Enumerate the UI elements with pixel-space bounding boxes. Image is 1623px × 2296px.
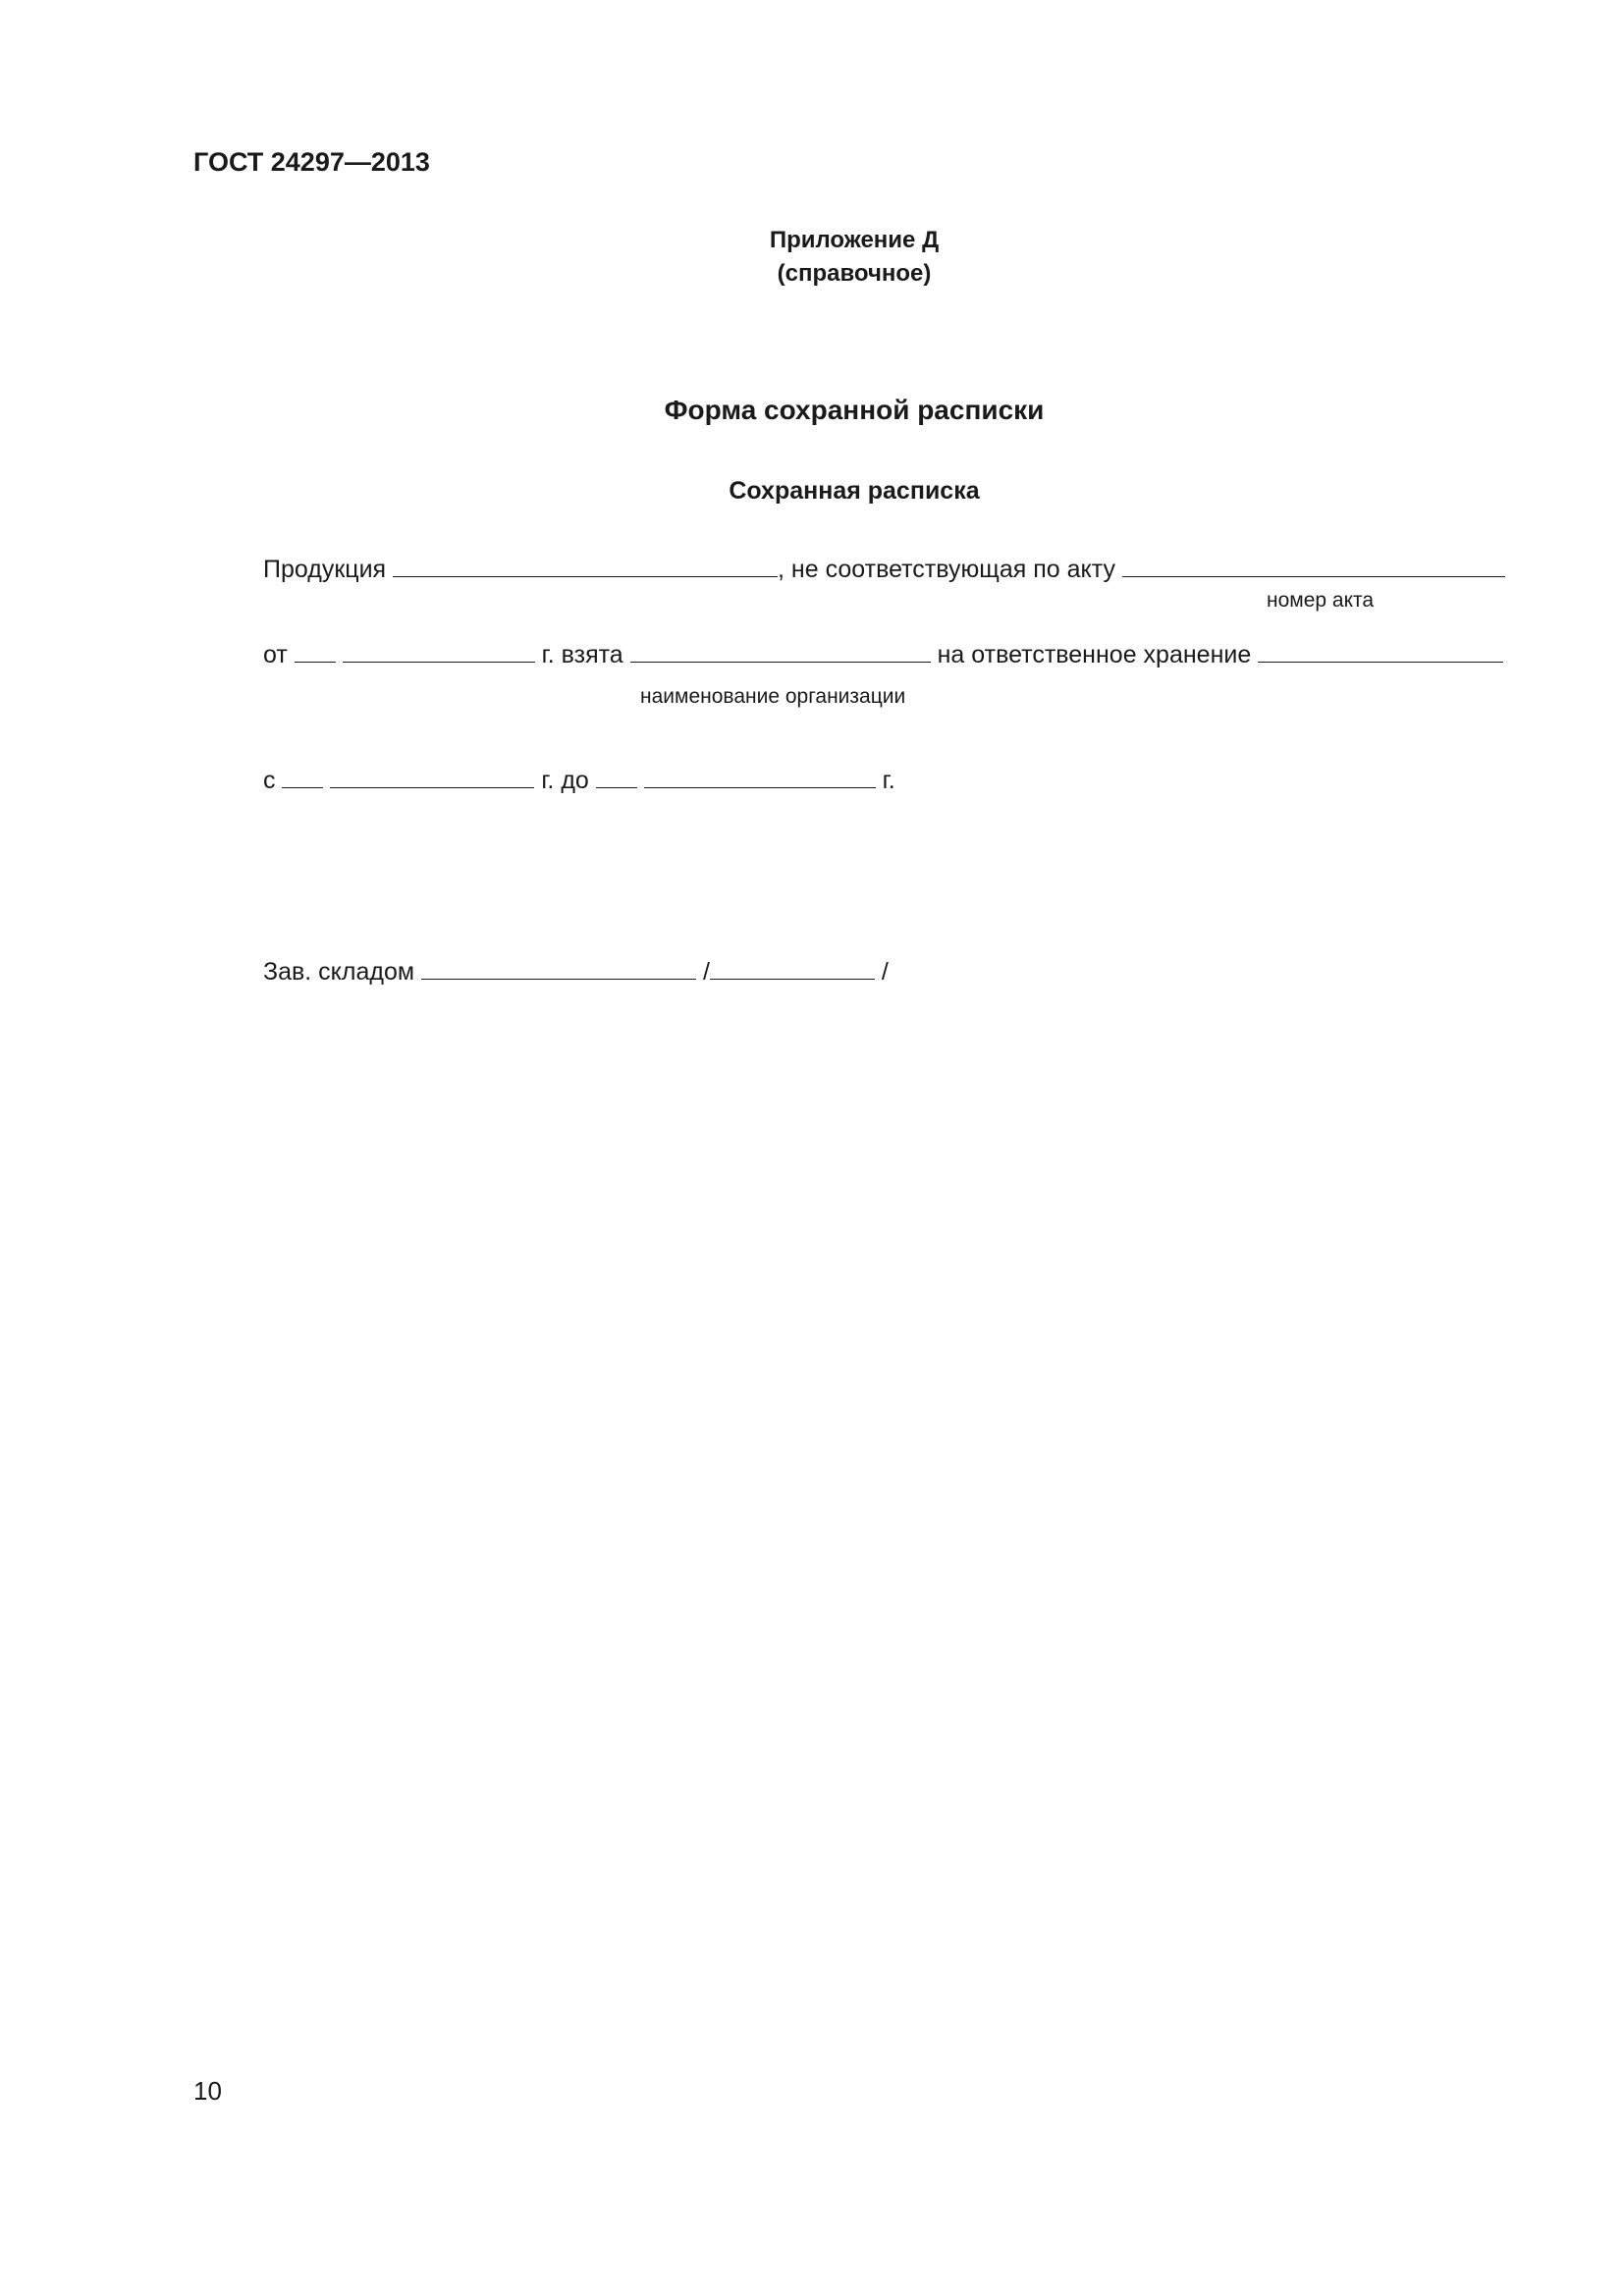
product-label: Продукция	[263, 556, 387, 583]
page-number: 10	[193, 2076, 222, 2106]
receipt-title: Сохранная расписка	[729, 477, 980, 505]
from-label: от	[263, 641, 288, 668]
name-field[interactable]	[710, 957, 875, 980]
year-label: г.	[882, 767, 895, 794]
start-day-field[interactable]	[282, 766, 323, 788]
form-title: Форма сохранной расписки	[664, 395, 1045, 425]
act-number-caption: номер акта	[1267, 589, 1375, 612]
form-line-product	[263, 555, 1505, 584]
appendix-subtitle: (справочное)	[777, 260, 932, 287]
taken-label: г. взята	[541, 641, 623, 668]
until-label: г. до	[541, 767, 589, 794]
appendix-title: Приложение Д	[769, 227, 940, 253]
signature-line	[263, 957, 889, 987]
from-day-field[interactable]	[295, 640, 336, 663]
act-label: , не соответствующая по акту	[778, 556, 1115, 583]
storage-label: на ответственное хранение	[937, 641, 1252, 668]
signature-slash-open: /	[702, 958, 710, 986]
standard-header: ГОСТ 24297—2013	[193, 147, 430, 177]
storage-field[interactable]	[1258, 640, 1503, 663]
form-line-date-storage	[263, 640, 1503, 669]
signature-field[interactable]	[421, 957, 696, 980]
start-month-field[interactable]	[330, 766, 534, 788]
organization-field[interactable]	[630, 640, 931, 663]
end-month-field[interactable]	[644, 766, 876, 788]
product-field[interactable]	[393, 555, 778, 577]
s-label: с	[263, 767, 276, 794]
from-month-field[interactable]	[343, 640, 535, 663]
warehouse-manager-label: Зав. складом	[263, 958, 415, 986]
form-line-period	[263, 766, 895, 795]
organization-caption: наименование организации	[640, 685, 906, 708]
act-number-field[interactable]	[1122, 555, 1505, 577]
end-day-field[interactable]	[596, 766, 637, 788]
signature-slash-close: /	[881, 958, 889, 986]
